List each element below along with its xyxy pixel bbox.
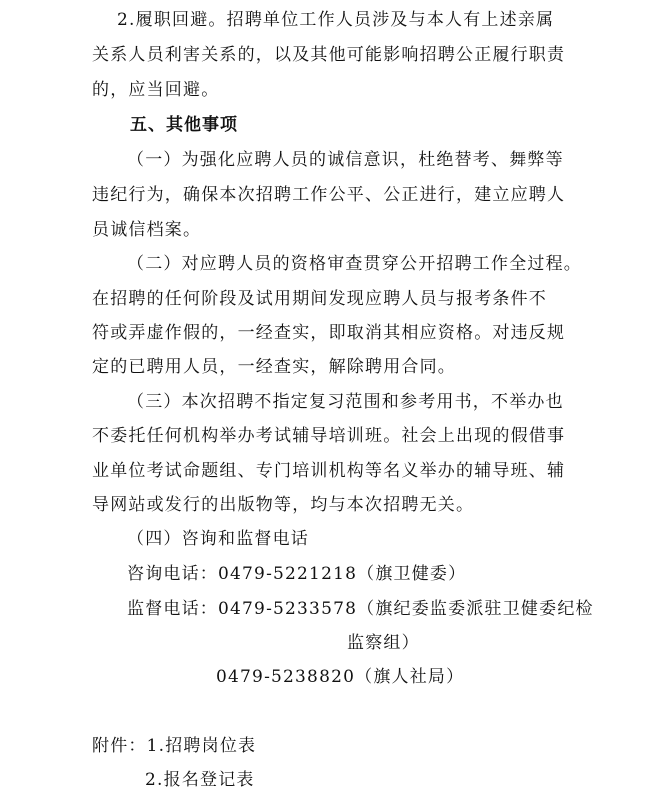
avoidance-line-3: 的，应当回避。 [92, 80, 220, 100]
attachment-line-1: 附件：1.招聘岗位表 [92, 736, 257, 756]
item-three-line-3: 业单位考试命题组、专门培训机构等名义举办的辅导班、辅 [92, 461, 566, 481]
attachment-line-2: 2.报名登记表 [145, 770, 255, 790]
consult-phone-line: 咨询电话：0479-5221218（旗卫健委） [127, 564, 467, 584]
supervise-phone-line-3: 0479-5238820（旗人社局） [216, 667, 465, 687]
item-one-line-1: （一）为强化应聘人员的诚信意识，杜绝替考、舞弊等 [127, 150, 564, 170]
item-two-line-3: 符或弄虚作假的，一经查实，即取消其相应资格。对违反规 [92, 323, 566, 343]
item-two-line-4: 定的已聘用人员，一经查实，解除聘用合同。 [92, 357, 456, 377]
avoidance-line-2: 关系人员利害关系的，以及其他可能影响招聘公正履行职责 [92, 45, 566, 65]
item-two-line-2: 在招聘的任何阶段及试用期间发现应聘人员与报考条件不 [92, 289, 547, 309]
item-one-line-3: 员诚信档案。 [92, 220, 202, 240]
item-three-line-2: 不委托任何机构举办考试辅导培训班。社会上出现的假借事 [92, 426, 566, 446]
item-four-heading: （四）咨询和监督电话 [127, 529, 309, 549]
avoidance-line-1: 2.履职回避。招聘单位工作人员涉及与本人有上述亲属 [117, 10, 555, 30]
supervise-phone-line-2: 监察组） [347, 633, 420, 653]
item-one-line-2: 违纪行为，确保本次招聘工作公平、公正进行，建立应聘人 [92, 185, 566, 205]
item-three-line-1: （三）本次招聘不指定复习范围和参考用书，不举办也 [127, 392, 564, 412]
section-five-heading: 五、其他事项 [130, 115, 238, 135]
item-three-line-4: 导网站或发行的出版物等，均与本次招聘无关。 [92, 495, 475, 515]
item-two-line-1: （二）对应聘人员的资格审查贯穿公开招聘工作全过程。 [127, 254, 582, 274]
supervise-phone-line-1: 监督电话：0479-5233578（旗纪委监委派驻卫健委纪检 [127, 599, 594, 619]
